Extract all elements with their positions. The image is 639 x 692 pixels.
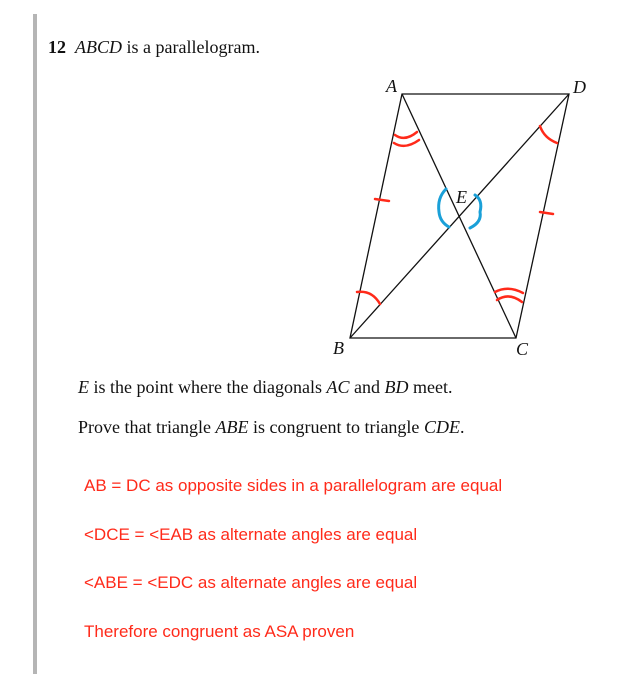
red-marks xyxy=(357,126,557,304)
question-line-1: E is the point where the diagonals AC and BD meet. xyxy=(78,377,453,397)
label-e: E xyxy=(456,187,467,207)
answer-line-2: <DCE = <EAB as alternate angles are equal xyxy=(84,525,418,544)
shape-name: ABCD xyxy=(75,37,122,57)
label-d: D xyxy=(573,77,586,97)
label-b: B xyxy=(333,338,344,358)
answer-line-4: Therefore congruent as ASA proven xyxy=(84,622,355,641)
label-c: C xyxy=(516,339,529,359)
intro-text: is a parallelogram. xyxy=(122,37,260,57)
answer-line-1: AB = DC as opposite sides in a parallelogram are equal xyxy=(84,476,503,495)
question-line-2: Prove that triangle ABE is congruent to triangle CDE. xyxy=(78,417,465,437)
diagonal-bd xyxy=(350,94,569,338)
answer-line-3: <ABE = <EDC as alternate angles are equal xyxy=(84,573,418,592)
question-number: 12 xyxy=(48,37,66,57)
label-a: A xyxy=(386,76,397,96)
